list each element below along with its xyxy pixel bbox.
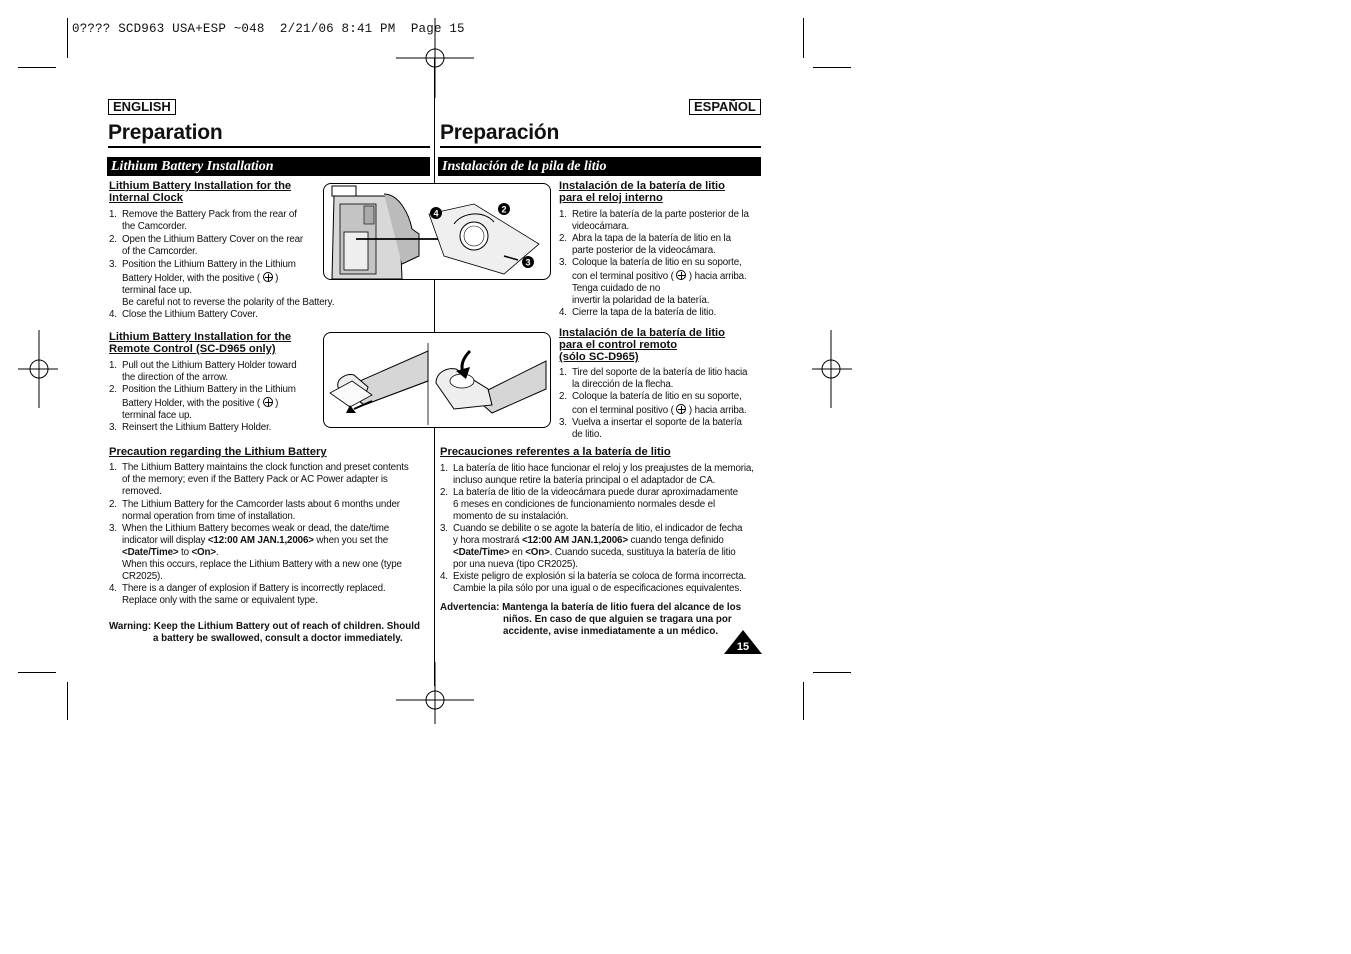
plus-terminal-icon xyxy=(263,272,273,282)
subheading-precaution-english: Precaution regarding the Lithium Battery xyxy=(109,446,327,458)
subheading-remote-english xyxy=(109,331,291,355)
subheading-internal-clock-spanish xyxy=(559,180,725,204)
list-item: 2. Abra la tapa de la batería de litio en la parte posterior de la videocámara. xyxy=(559,233,731,256)
steps-internal-clock-english xyxy=(109,209,354,321)
callout-number: 3 xyxy=(525,257,531,268)
list-item: 2. Coloque la batería de litio en su soporte, con el terminal positivo ( ) hacia arriba. xyxy=(559,391,747,416)
crop-mark xyxy=(803,18,804,58)
subheading-precaution-spanish: Precauciones referentes a la batería de litio xyxy=(440,446,671,458)
plus-terminal-icon xyxy=(263,397,273,407)
registration-mark-icon xyxy=(396,662,474,724)
plus-terminal-icon xyxy=(676,270,686,280)
steps-internal-clock-spanish xyxy=(559,209,764,319)
registration-mark-icon xyxy=(18,330,58,408)
list-item: 4. Existe peligro de explosión si la batería se coloca de forma incorrecta. Cambie la pila sólo por una igual o de especificaciones equivalentes. xyxy=(440,571,747,594)
warning-spanish xyxy=(440,602,760,638)
list-item: 4. Close the Lithium Battery Cover. xyxy=(109,309,258,320)
crop-mark xyxy=(67,682,68,720)
list-item: 2. Position the Lithium Battery in the Lithium Battery Holder, with the positive ( ) terminal face up. xyxy=(109,384,296,421)
page-number: 15 xyxy=(736,641,750,653)
list-item: Be careful not to reverse the polarity of the Battery. xyxy=(122,297,335,308)
list-item: 4. There is a danger of explosion if Battery is incorrectly replaced. Replace only with the same or equivalent type. xyxy=(109,583,386,606)
subheading-line: para el reloj interno xyxy=(559,192,663,204)
camcorder-battery-figure xyxy=(323,183,551,280)
warning-line: niños. En caso de que alguien se tragara una por xyxy=(503,614,732,625)
list-item: 1. Remove the Battery Pack from the rear of the Camcorder. xyxy=(109,209,297,232)
list-item: 1. Tire del soporte de la batería de litio hacia la dirección de la flecha. xyxy=(559,367,748,390)
subheading-line: Instalación de la batería de litio xyxy=(559,180,725,192)
registration-mark-icon xyxy=(396,18,474,98)
crop-mark xyxy=(18,672,56,673)
page-number-badge xyxy=(724,630,762,654)
list-item: 3. When the Lithium Battery becomes weak or dead, the date/time indicator will display <12:00 AM JAN.1,2006> when you set the <Date/Time> to <On>. When this occurs, replace the Lithium Battery with a new one (type CR2025). xyxy=(109,523,402,582)
callout-number: 2 xyxy=(501,204,507,215)
subheading-line: (sólo SC-D965) xyxy=(559,351,639,363)
title-rule xyxy=(108,146,430,148)
page-title-english: Preparation xyxy=(108,121,223,144)
registration-mark-icon xyxy=(812,330,852,408)
section-bar-english: Lithium Battery Installation xyxy=(107,157,430,176)
list-item: 3. Position the Lithium Battery in the Lithium Battery Holder, with the positive ( ) terminal face up. xyxy=(109,259,296,296)
warning-line: Warning: Keep the Lithium Battery out of reach of children. Should xyxy=(109,621,420,632)
section-bar-spanish: Instalación de la pila de litio xyxy=(438,157,761,176)
warning-english xyxy=(109,621,434,645)
subheading-line: Lithium Battery Installation for the xyxy=(109,180,292,192)
crop-mark xyxy=(18,67,56,68)
list-item: 1. The Lithium Battery maintains the clock function and preset contents of the memory; even if the Battery Pack or AC Power adapter is removed. xyxy=(109,462,409,497)
remote-control-battery-figure xyxy=(323,332,551,428)
list-item: 1. Retire la batería de la parte posterior de la videocámara. xyxy=(559,209,749,232)
steps-remote-english xyxy=(109,360,324,434)
list-item: 2. La batería de litio de la videocámara puede durar aproximadamente 6 meses en condiciones de funcionamiento normales desde el momento de su instalación. xyxy=(440,487,738,522)
plus-terminal-icon xyxy=(676,404,686,414)
list-item: 3. Reinsert the Lithium Battery Holder. xyxy=(109,422,272,433)
language-label-spanish: ESPAÑOL xyxy=(689,99,761,115)
callout-number: 4 xyxy=(433,208,439,219)
list-item: 1. La batería de litio hace funcionar el reloj y los preajustes de la memoria, incluso aunque retire la batería principal o el adaptador de CA. xyxy=(440,463,754,486)
subheading-internal-clock xyxy=(109,180,291,204)
steps-precaution-spanish xyxy=(440,463,765,595)
warning-line: a battery be swallowed, consult a doctor immediately. xyxy=(153,633,403,644)
crop-mark xyxy=(813,672,851,673)
steps-precaution-english xyxy=(109,462,434,607)
steps-remote-spanish xyxy=(559,367,764,441)
print-header-line: 0???? SCD963 USA+ESP ~048 2/21/06 8:41 PM Page 15 xyxy=(72,22,465,36)
page-title-spanish: Preparación xyxy=(440,121,560,144)
subheading-line: Internal Clock xyxy=(109,192,183,204)
list-item: 2. The Lithium Battery for the Camcorder lasts about 6 months under normal operation from time of installation. xyxy=(109,499,400,522)
list-item: 1. Pull out the Lithium Battery Holder toward the direction of the arrow. xyxy=(109,360,297,383)
subheading-line: Lithium Battery Installation for the xyxy=(109,331,292,343)
crop-mark xyxy=(803,682,804,720)
list-item: 2. Open the Lithium Battery Cover on the rear of the Camcorder. xyxy=(109,234,304,257)
list-item: 3. Cuando se debilite o se agote la batería de litio, el indicador de fecha y hora mostrará <12:00 AM JAN.1,2006> cuando tenga definido <Date/Time> en <On>. Cuando suceda, sustituya la batería de litio por una nueva (tipo CR2025). xyxy=(440,523,743,570)
subheading-remote-spanish xyxy=(559,327,725,363)
list-item: 3. Vuelva a insertar el soporte de la batería de litio. xyxy=(559,417,742,440)
title-rule xyxy=(440,146,761,148)
crop-mark xyxy=(67,18,68,58)
list-item: 3. Coloque la batería de litio en su soporte, con el terminal positivo ( ) hacia arriba. Tenga cuidado de no invertir la polaridad de la batería. xyxy=(559,257,747,306)
subheading-line: Instalación de la batería de litio xyxy=(559,327,725,339)
subheading-line: Remote Control (SC-D965 only) xyxy=(109,343,276,355)
warning-line: Advertencia: Mantenga la batería de litio fuera del alcance de los xyxy=(440,602,742,613)
crop-mark xyxy=(813,67,851,68)
list-item: 4. Cierre la tapa de la batería de litio. xyxy=(559,307,717,318)
warning-line: accidente, avise inmediatamente a un médico. xyxy=(503,626,719,637)
language-label-english: ENGLISH xyxy=(108,99,176,115)
subheading-line: para el control remoto xyxy=(559,339,678,351)
